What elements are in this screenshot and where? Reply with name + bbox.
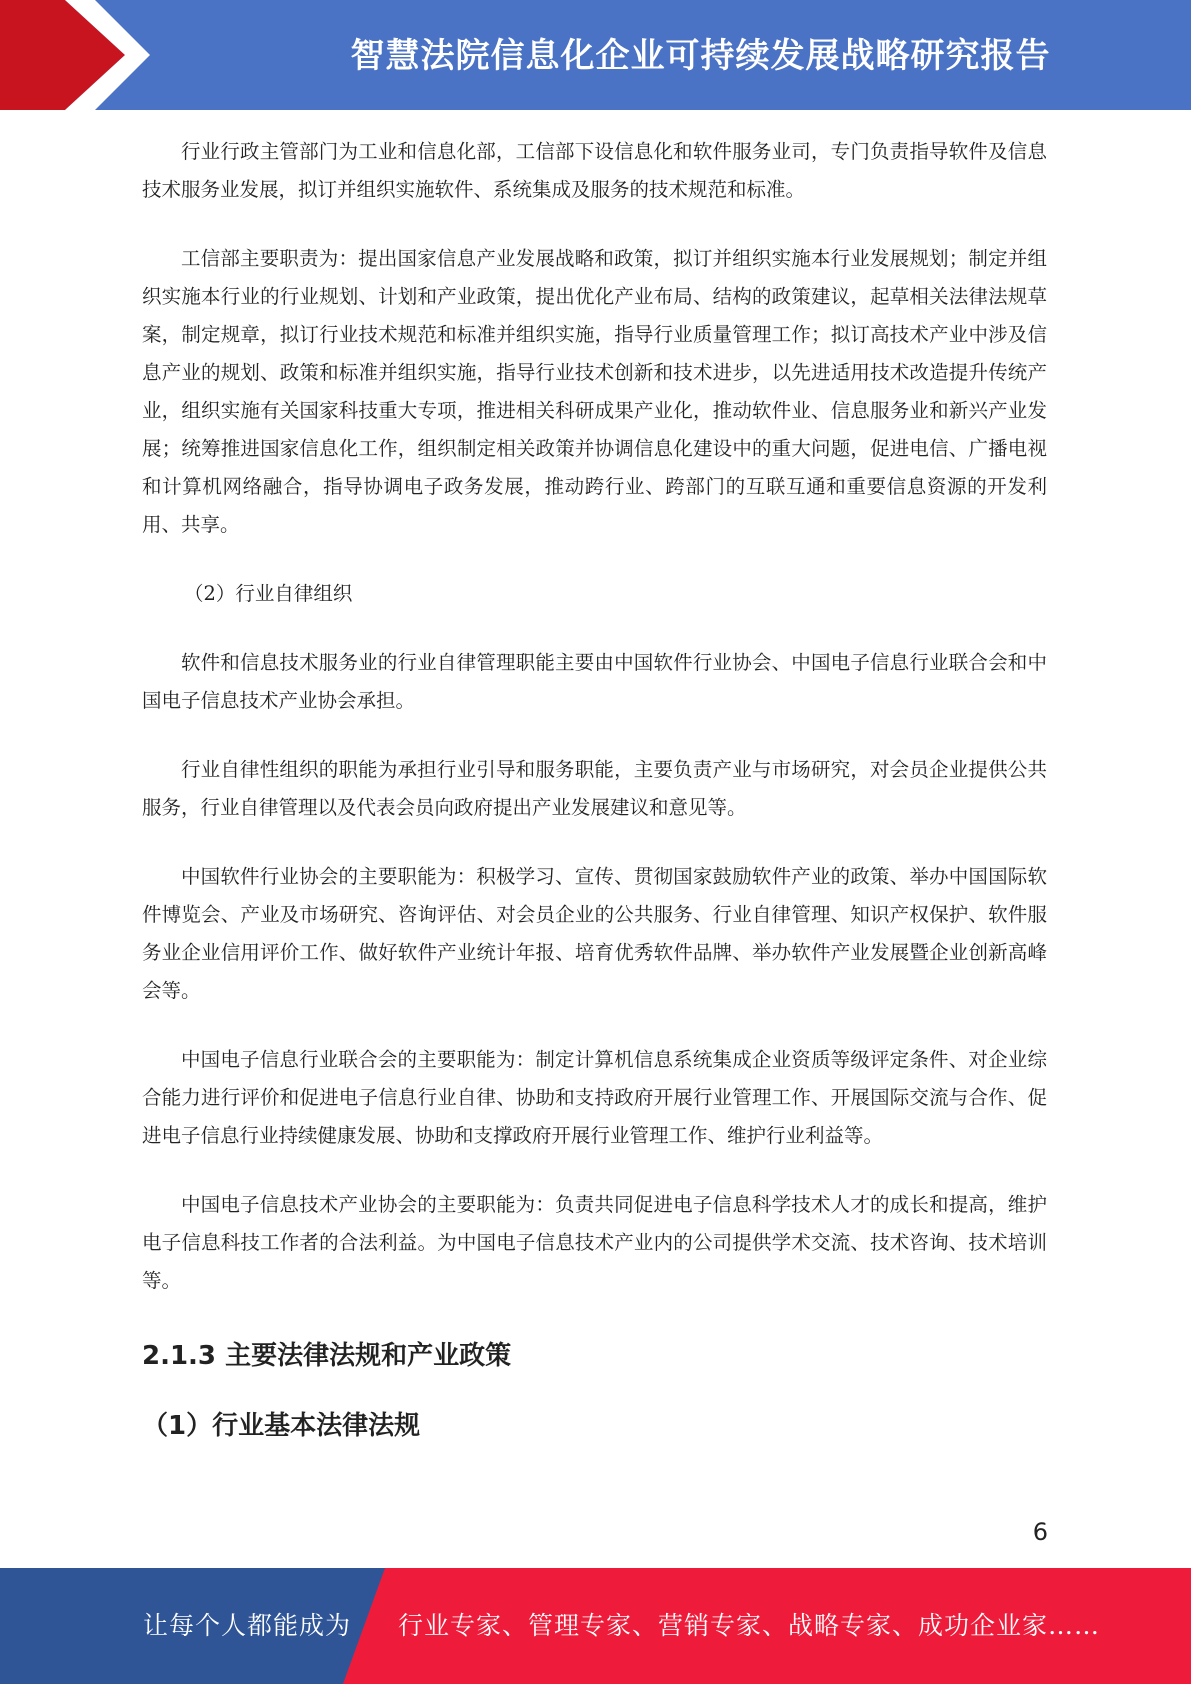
subheading-self-regulatory: （2）行业自律组织	[184, 582, 353, 605]
subsection-title: （1）行业基本法律法规	[142, 1411, 421, 1441]
paragraph-regulator: 行业行政主管部门为工业和信息化部，工信部下设信息化和软件服务业司，专门负责指导软件及信息技术服务业发展，拟订并组织实施软件、系统集成及服务的技术规范和标准。	[142, 140, 1047, 201]
page-footer	[0, 1568, 1191, 1684]
paragraph-miit-duties: 工信部主要职责为：提出国家信息产业发展战略和政策，拟订并组织实施本行业发展规划；制定并组织实施本行业的行业规划、计划和产业政策，提出优化产业布局、结构的政策建议，起草相关法律法规草案，制定规章，拟订行业技术规范和标准并组织实施，指导行业质量管理工作；拟订高技术产业中涉及信息产业的规划、政策和标准并组织实施，指导行业技术创新和技术进步，以先进适用技术改造提升传统产业，组织实施有关国家科技重大专项，推进相关科研成果产业化，推动软件业、信息服务业和新兴产业发展；统筹推进国家信息化工作，组织制定相关政策并协调信息化建设中的重大问题，促进电信、广播电视和计算机网络融合，指导协调电子政务发展，推动跨行业、跨部门的互联互通和重要信息资源的开发利用、共享。	[142, 247, 1047, 536]
page-header	[0, 0, 1191, 110]
document-body	[142, 133, 1047, 1446]
paragraph-ceia: 中国电子信息技术产业协会的主要职能为：负责共同促进电子信息科学技术人才的成长和提高，维护电子信息科技工作者的合法利益。为中国电子信息技术产业内的公司提供学术交流、技术咨询、技术培训等。	[142, 1193, 1047, 1292]
footer-slogan-left: 让每个人都能成为	[143, 1611, 352, 1640]
footer-slogan-right: 行业专家、管理专家、营销专家、战略专家、成功企业家……	[398, 1611, 1101, 1640]
paragraph-self-regulation: 软件和信息技术服务业的行业自律管理职能主要由中国软件行业协会、中国电子信息行业联合会和中国电子信息技术产业协会承担。	[142, 651, 1047, 712]
page-number: 6	[1032, 1518, 1048, 1546]
report-title: 智慧法院信息化企业可持续发展战略研究报告	[350, 36, 1051, 76]
section-title: 2.1.3 主要法律法规和产业政策	[142, 1341, 512, 1371]
paragraph-cena: 中国电子信息行业联合会的主要职能为：制定计算机信息系统集成企业资质等级评定条件、对企业综合能力进行评价和促进电子信息行业自律、协助和支持政府开展行业管理工作、开展国际交流与合作、促进电子信息行业持续健康发展、协助和支撑政府开展行业管理工作、维护行业利益等。	[142, 1048, 1047, 1147]
paragraph-org-functions: 行业自律性组织的职能为承担行业引导和服务职能，主要负责产业与市场研究，对会员企业提供公共服务，行业自律管理以及代表会员向政府提出产业发展建议和意见等。	[142, 758, 1047, 819]
paragraph-csia: 中国软件行业协会的主要职能为：积极学习、宣传、贯彻国家鼓励软件产业的政策、举办中国国际软件博览会、产业及市场研究、咨询评估、对会员企业的公共服务、行业自律管理、知识产权保护、软件服务业企业信用评价工作、做好软件产业统计年报、培育优秀软件品牌、举办软件产业发展暨企业创新高峰会等。	[142, 865, 1047, 1002]
